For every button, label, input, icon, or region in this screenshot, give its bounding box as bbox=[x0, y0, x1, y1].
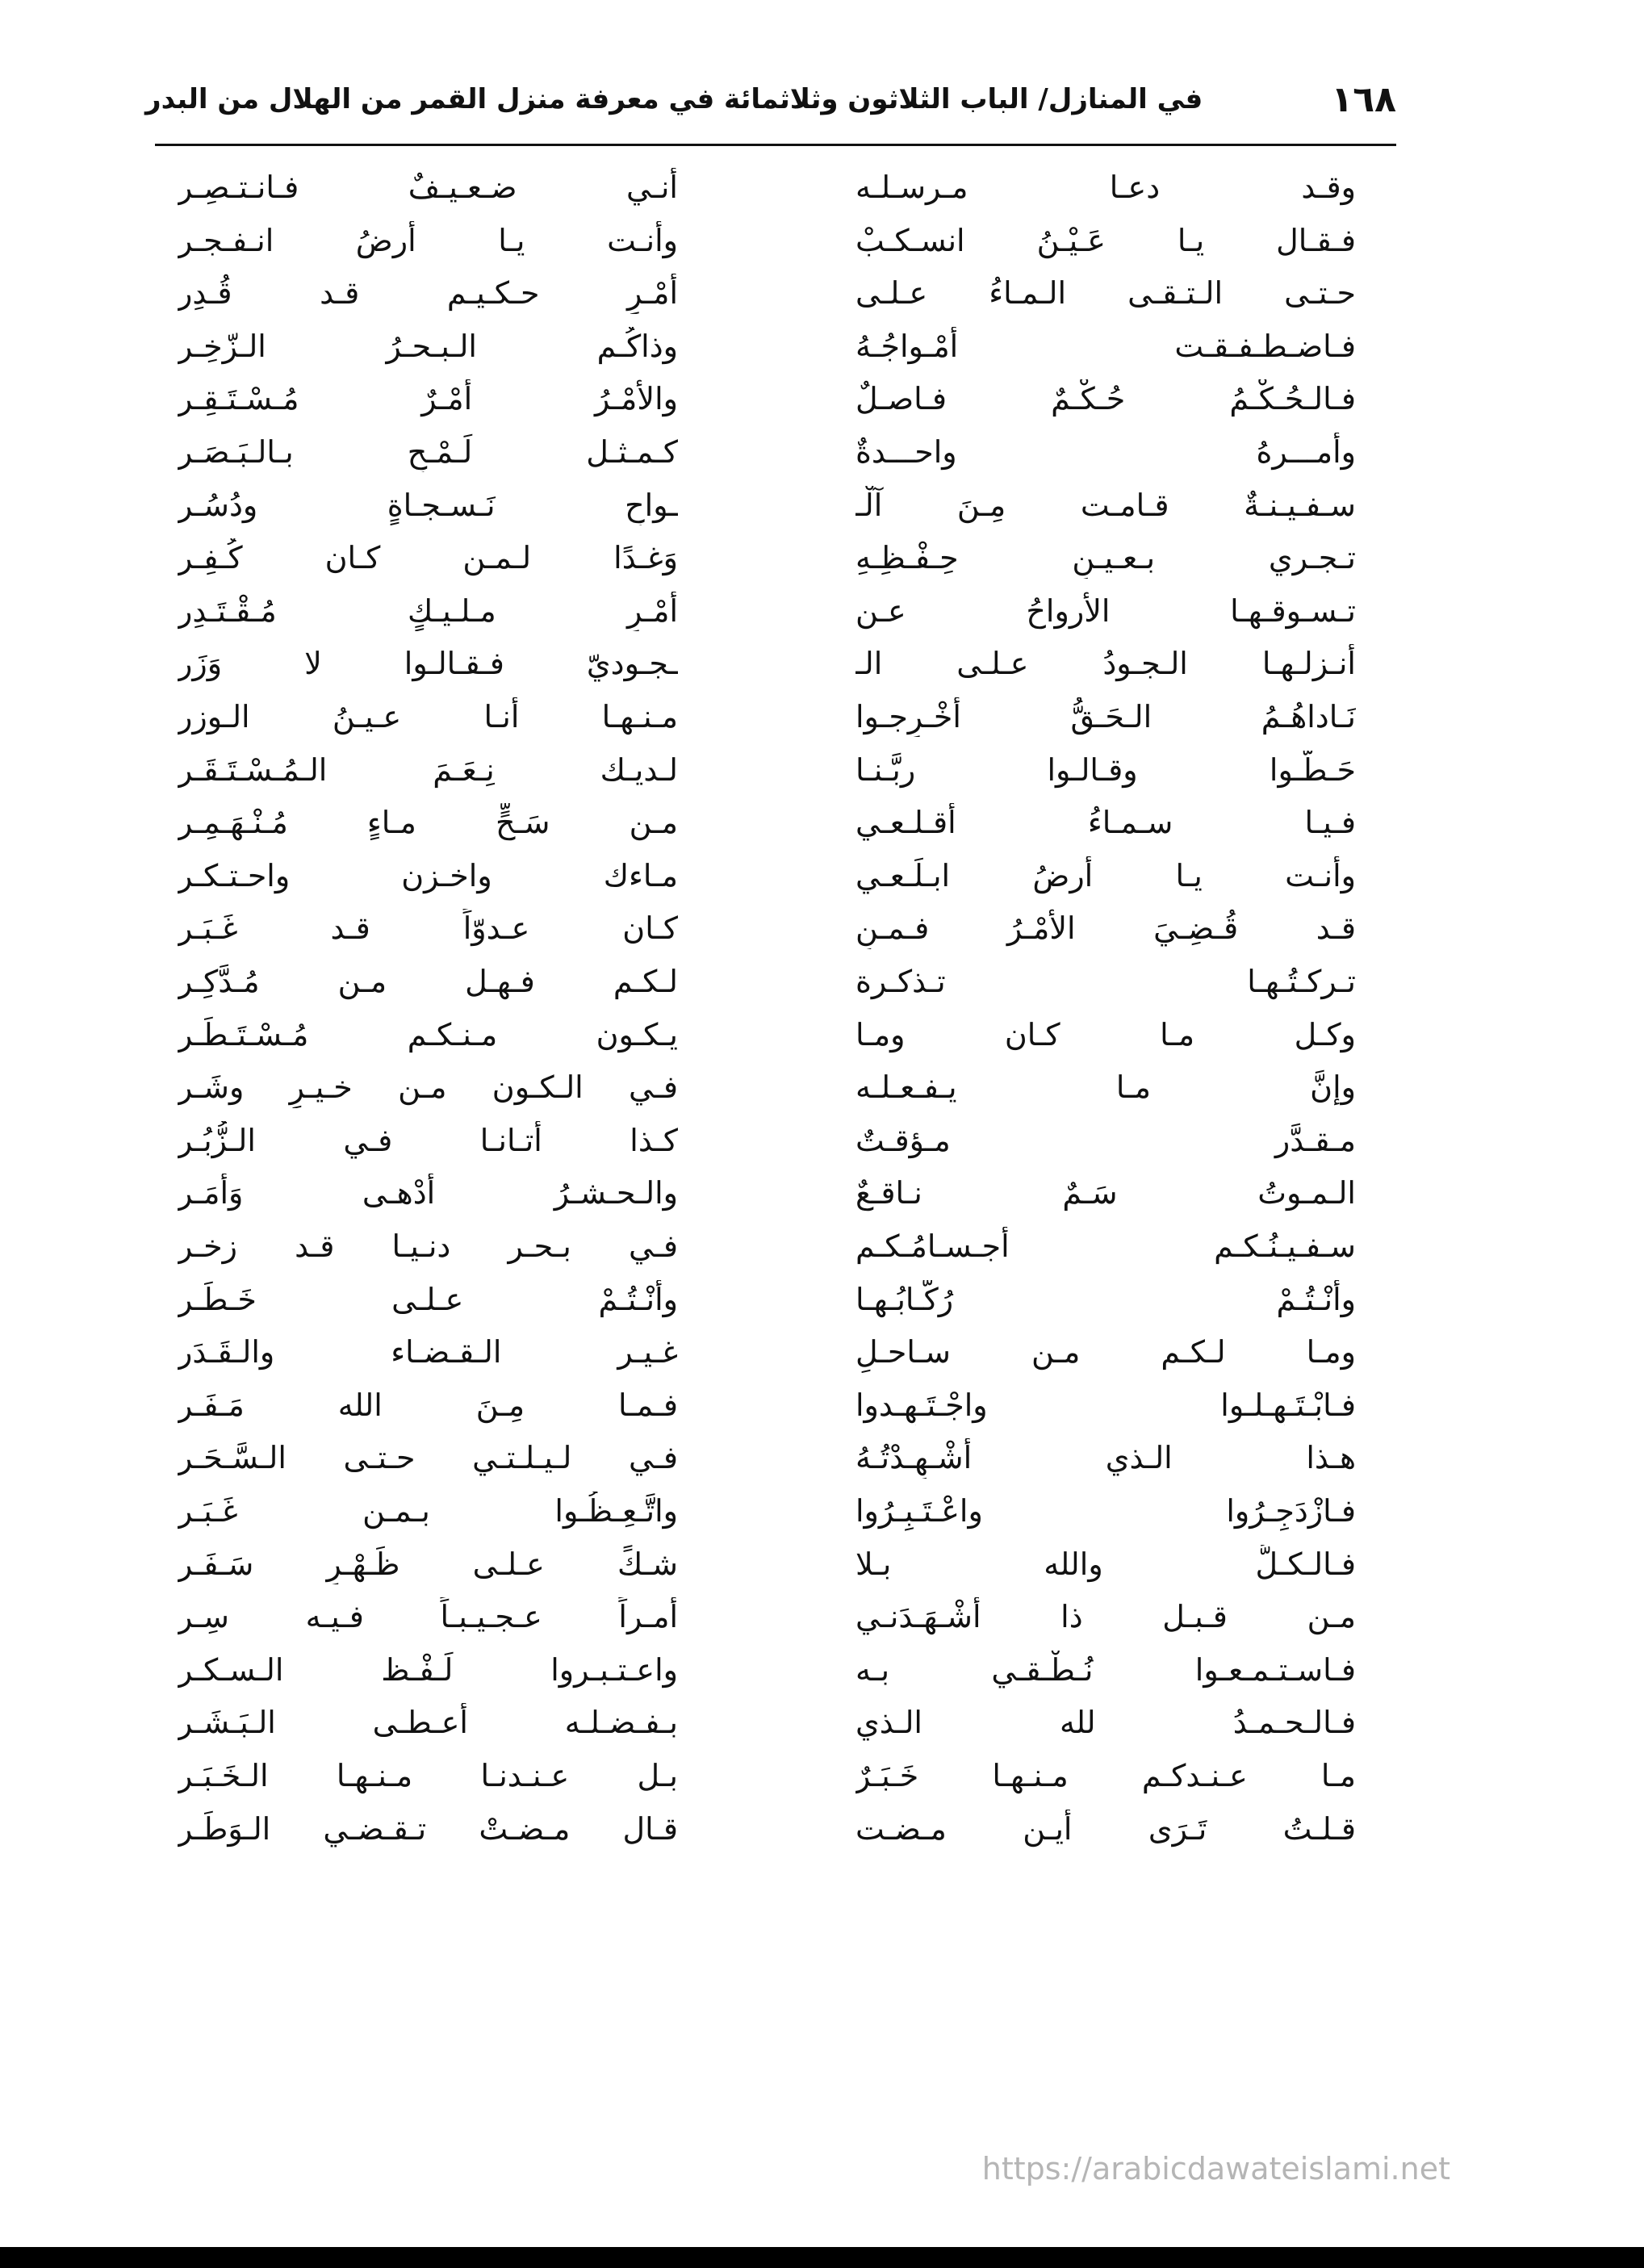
verse-second-hemistich: والـحـشـرُ أدْهـى وَأمَـر bbox=[178, 1175, 678, 1211]
verse-first-hemistich: فـاسـتـمـعـوا نُـطْـقـي بـه bbox=[855, 1651, 1356, 1688]
verse-first-hemistich: نَـاداهُـمُ الـحَـقُّ أخْـرِجـوا bbox=[855, 699, 1356, 735]
verse-first-hemistich: فـاضـطـفـقـت أمْـواجُـهُ bbox=[855, 328, 1356, 364]
verse-first-hemistich: وأنْـتُـمْ رُكّـابُـهـا bbox=[855, 1281, 1356, 1317]
verse-first-hemistich: مـا عـنـدكـم مـنـهـا خَـبَـرٌ bbox=[855, 1757, 1356, 1793]
verse-second-hemistich: مـن سَـحٍّ مـاءٍ مُـنْـهَـمِـر bbox=[178, 805, 678, 841]
verse-first-hemistich: الـمـوتُ سَـمٌ نـاقـعٌ bbox=[855, 1175, 1356, 1211]
verse-second-hemistich: فـي بـحـر دنـيـا قـد زخـر bbox=[178, 1228, 678, 1264]
verse-second-hemistich: وَغـدًا لـمـن كـان كُـفِـر bbox=[178, 540, 678, 576]
verse-first-hemistich: هـذا الـذي أشْـهِـدْتُـهُ bbox=[855, 1440, 1356, 1476]
verse-line bbox=[178, 1802, 1356, 1856]
verse-line bbox=[178, 1379, 1356, 1433]
verse-first-hemistich: فـقـال يـا عَـيْـنُ انسـكـبْ bbox=[855, 222, 1356, 258]
verse-line bbox=[178, 1591, 1356, 1644]
verse-line bbox=[178, 1167, 1356, 1220]
verse-line bbox=[178, 1750, 1356, 1803]
verse-line bbox=[178, 1432, 1356, 1485]
verse-line bbox=[178, 479, 1356, 533]
verse-line bbox=[178, 1538, 1356, 1591]
verse-second-hemistich: واتَّـعِـظُـوا بـمـن غَـبَـر bbox=[178, 1492, 678, 1529]
header-divider bbox=[155, 144, 1396, 146]
verse-second-hemistich: ـجـوديّ فـقـالـوا لا وَزَر bbox=[178, 646, 678, 682]
verse-line bbox=[178, 267, 1356, 320]
verse-second-hemistich: شـكٍّ عـلـى ظَـهْـرِ سَـفَـر bbox=[178, 1546, 678, 1582]
verse-line bbox=[178, 1115, 1356, 1168]
verse-first-hemistich: مـقـدَّر مـؤقـتٌ bbox=[855, 1122, 1356, 1158]
verse-line bbox=[178, 161, 1356, 215]
page-number: ١٦٨ bbox=[1331, 78, 1396, 120]
verse-second-hemistich: وذاكُـم الـبـحـرُ الـزّخِـر bbox=[178, 328, 678, 364]
verse-line bbox=[178, 1061, 1356, 1115]
verse-first-hemistich: فـالـحُـكْـمُ حُـكْـمٌ فـاصـلٌ bbox=[855, 381, 1356, 417]
verse-line bbox=[178, 585, 1356, 638]
verse-first-hemistich: فـالـحـمـدُ لله الـذي bbox=[855, 1705, 1356, 1741]
verse-second-hemistich: وأنْـتُـمْ عـلـى خَـطَـر bbox=[178, 1281, 678, 1317]
verse-first-hemistich: قـد قُـضِـيَ الأمْـرُ فـمـنِ bbox=[855, 910, 1356, 947]
watermark-url: https://arabicdawateislami.net bbox=[981, 2151, 1450, 2186]
verse-first-hemistich: سـفـيـنُـكـم أجـسـامُـكـم bbox=[855, 1228, 1356, 1264]
verse-first-hemistich: وقـد دعـا مـرسـلـه bbox=[855, 169, 1356, 206]
verse-second-hemistich: أمْـرِ مـلـيـكٍ مُـقْـتَـدِر bbox=[178, 592, 678, 629]
verse-second-hemistich: والأمْـرُ أمْـرٌ مُـسْـتَـقِـر bbox=[178, 381, 678, 417]
verse-first-hemistich: فـابْـتَـهِـلـوا واجْـتَـهِـدوا bbox=[855, 1387, 1356, 1423]
verse-second-hemistich: بـل عـنـدنـا مـنـهـا الـخَـبَـر bbox=[178, 1757, 678, 1793]
verse-line bbox=[178, 850, 1356, 903]
verse-first-hemistich: فـازْدَجِـرُوا واعْـتَـبِـرُوا bbox=[855, 1492, 1356, 1529]
verse-line bbox=[178, 797, 1356, 850]
verse-first-hemistich: مـن قـبـل ذا أشْـهَـدَنـي bbox=[855, 1599, 1356, 1635]
verse-second-hemistich: ـواحٍ نَـسـجـاةٍ ودُسُـر bbox=[178, 487, 678, 523]
verse-first-hemistich: أنـزلـهـا الـجـودُ عـلـى الـ bbox=[855, 646, 1356, 682]
verse-first-hemistich: وكـل مـا كـان ومـا bbox=[855, 1016, 1356, 1052]
verse-second-hemistich: مـاءك واخـزن واحـتـكـر bbox=[178, 857, 678, 893]
verse-first-hemistich: وإنَّ مـا يـفـعـلـه bbox=[855, 1069, 1356, 1106]
verse-first-hemistich: ومـا لـكـم مـن سـاحـلٍ bbox=[855, 1334, 1356, 1370]
verse-second-hemistich: لـكـم فـهـل مـن مُـدَّكِـر bbox=[178, 964, 678, 999]
page-header bbox=[145, 71, 1396, 128]
verse-second-hemistich: فـمـا مِـنَ الله مَـفَـر bbox=[178, 1387, 678, 1423]
verse-line bbox=[178, 1485, 1356, 1538]
verse-second-hemistich: غـيـر الـقـضـاء والـقَـدَر bbox=[178, 1334, 678, 1370]
verse-second-hemistich: مـنـهـا أنـا عـيـنُ الـوزر bbox=[178, 699, 678, 735]
verse-first-hemistich: حـتـى الـتـقـى الـمـاءُ عـلـى bbox=[855, 275, 1356, 312]
verse-first-hemistich: وأمـــرهُ واحـــدةٌ bbox=[855, 434, 1356, 471]
verse-first-hemistich: تـركـتُـهـا تـذكـرة bbox=[855, 964, 1356, 999]
verse-second-hemistich: قـال مـضـتْ تـقـضـي الـوَطَـر bbox=[178, 1810, 678, 1847]
verse-line bbox=[178, 1697, 1356, 1750]
verse-second-hemistich: كـذا أتـانـا فـي الـزُّبُـر bbox=[178, 1122, 678, 1158]
verse-second-hemistich: يـكـون مـنـكـم مُـسْـتَـطَـر bbox=[178, 1016, 678, 1052]
verse-line bbox=[178, 638, 1356, 691]
verse-second-hemistich: كـمـثـل لَـمْـحٍ بـالـبَـصَـر bbox=[178, 434, 678, 471]
verse-line bbox=[178, 1644, 1356, 1697]
verse-line bbox=[178, 1326, 1356, 1379]
verse-first-hemistich: وأنـت يـا أرضُ ابـلَـعـي bbox=[855, 857, 1356, 893]
verse-second-hemistich: وأنـت يـا أرضُ انـفـجـر bbox=[178, 222, 678, 258]
running-title: في المنازل/ الباب الثلاثون وثلاثمائة في معرفة منزل القمر من الهلال من البدر bbox=[145, 83, 1203, 115]
verse-first-hemistich: فـالـكـلُّ والله بـلا bbox=[855, 1546, 1356, 1582]
verse-first-hemistich: تـسـوقـهـا الأرواحُ عـن bbox=[855, 592, 1356, 629]
verse-line bbox=[178, 532, 1356, 585]
verse-first-hemistich: قـلـتُ تَـرَى أيـن مـضـت bbox=[855, 1810, 1356, 1847]
verse-line bbox=[178, 691, 1356, 744]
poem-body bbox=[178, 161, 1356, 1856]
verse-second-hemistich: أنـي ضـعـيـفٌ فـانـتـصِـر bbox=[178, 169, 678, 206]
verse-second-hemistich: أمـراً عـجـيـبـاً فـيـه سِـر bbox=[178, 1599, 678, 1635]
verse-second-hemistich: بـفـضـلـه أعـطـى الـبَـشَـر bbox=[178, 1705, 678, 1741]
verse-second-hemistich: لـديـك نِـعَـمَ الـمُـسْـتَـقَـر bbox=[178, 751, 678, 788]
verse-first-hemistich: حَـطُّـوا وقـالـوا ربَّـنـا bbox=[855, 751, 1356, 788]
verse-first-hemistich: سـفـيـنـةٌ قـامـت مِـنَ آلْـ bbox=[855, 487, 1356, 523]
verse-first-hemistich: فـيـا سـمـاءُ أقـلـعـي bbox=[855, 805, 1356, 841]
verse-line bbox=[178, 215, 1356, 268]
verse-line bbox=[178, 373, 1356, 426]
verse-line bbox=[178, 902, 1356, 956]
verse-line bbox=[178, 744, 1356, 797]
verse-second-hemistich: كـان عـدوّاً قـد غَـبَـر bbox=[178, 910, 678, 947]
scan-bottom-edge bbox=[0, 2247, 1644, 2268]
verse-second-hemistich: واعـتـبـروا لَـفْـظ الـسـكـر bbox=[178, 1651, 678, 1688]
verse-line bbox=[178, 1009, 1356, 1062]
verse-line bbox=[178, 956, 1356, 1009]
verse-line bbox=[178, 320, 1356, 374]
verse-second-hemistich: أمْـرِ حـكـيـم قـد قُـدِر bbox=[178, 275, 678, 312]
verse-line bbox=[178, 1273, 1356, 1326]
verse-first-hemistich: تـجـري بـعـيـنِ حِـفْـظِـهِ bbox=[855, 540, 1356, 576]
verse-line bbox=[178, 1220, 1356, 1274]
verse-second-hemistich: فـي الـكـون مـن خـيـرٍ وشَـر bbox=[178, 1069, 678, 1106]
verse-line bbox=[178, 426, 1356, 479]
verse-second-hemistich: فـي لـيـلـتـي حـتـى الـسَّـحَـر bbox=[178, 1440, 678, 1476]
